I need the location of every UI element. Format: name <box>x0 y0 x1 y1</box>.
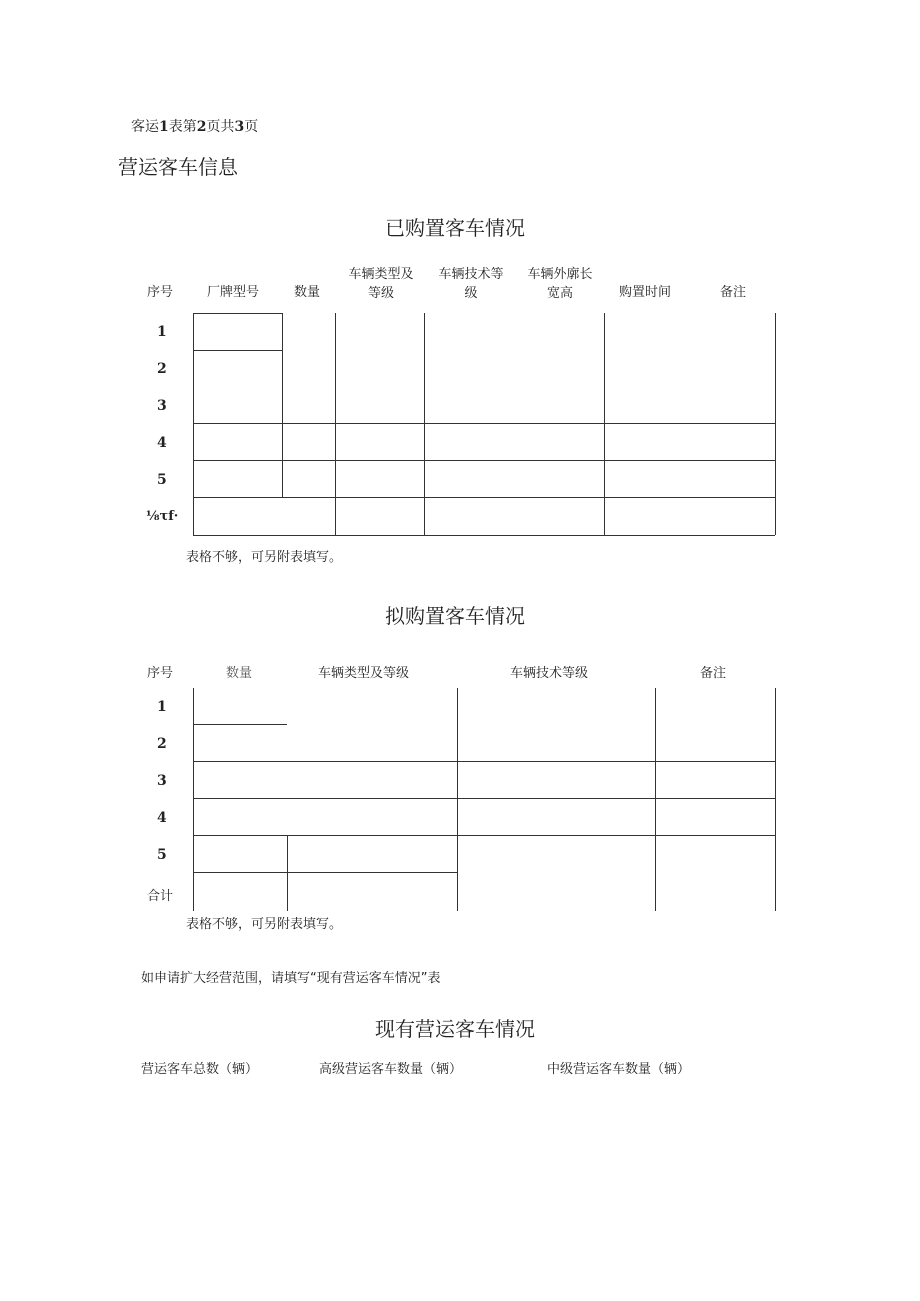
grid-line <box>193 423 775 424</box>
existing-mid-label: 中级营运客车数量（辆） <box>547 1062 691 1077</box>
existing-total-label: 营运客车总数（辆） <box>141 1062 259 1077</box>
header-tech-grade-line1: 车辆技术等 <box>438 267 504 282</box>
grid-line <box>193 688 194 911</box>
header-purchase-time: 购置时间 <box>619 285 672 300</box>
header-type-grade-line2: 等级 <box>367 286 394 301</box>
grid-line <box>193 313 282 314</box>
row-label: 2 <box>157 736 167 752</box>
header-tech-grade: 车辆技术等级 <box>510 666 589 681</box>
header-dims-line2: 宽高 <box>546 286 573 301</box>
grid-line <box>193 313 194 535</box>
header-seq: 序号 <box>147 666 174 681</box>
header-dims-line1: 车辆外廓长 <box>527 267 593 282</box>
grid-line <box>193 535 775 536</box>
grid-line <box>193 460 775 461</box>
row-label-total: ⅛τf· <box>146 509 179 524</box>
grid-line <box>424 313 425 535</box>
header-tech-grade-line2: 级 <box>464 286 478 301</box>
row-label: 4 <box>157 435 167 451</box>
existing-title: 现有营运客车情况 <box>375 1017 535 1041</box>
row-label: 3 <box>157 773 167 789</box>
grid-line <box>775 688 776 911</box>
purchased-note: 表格不够，可另附表填写。 <box>186 550 343 565</box>
grid-line <box>193 835 775 836</box>
row-label: 3 <box>157 398 167 414</box>
page-label: 客运1表第2页共3页 <box>131 119 259 135</box>
header-remarks: 备注 <box>720 285 747 300</box>
grid-line <box>457 688 458 911</box>
header-type-grade-line1: 车辆类型及 <box>348 267 414 282</box>
row-label-total: 合计 <box>147 889 174 904</box>
grid-line <box>193 761 775 762</box>
header-type-grade: 车辆类型及等级 <box>318 666 410 681</box>
header-seq: 序号 <box>147 285 174 300</box>
grid-line <box>655 688 656 911</box>
grid-line <box>287 835 288 911</box>
row-label: 5 <box>157 472 167 488</box>
grid-line <box>193 497 775 498</box>
section-title: 营运客车信息 <box>118 155 238 179</box>
grid-line <box>193 872 457 873</box>
row-label: 2 <box>157 361 167 377</box>
header-quantity: 数量 <box>226 666 253 681</box>
planned-note: 表格不够，可另附表填写。 <box>186 917 343 932</box>
header-quantity: 数量 <box>294 285 321 300</box>
row-label: 1 <box>157 699 167 715</box>
expand-note: 如申请扩大经营范围，请填写“现有营运客车情况”表 <box>141 971 441 986</box>
grid-line <box>775 313 776 535</box>
grid-line <box>193 798 775 799</box>
grid-line <box>193 724 287 725</box>
existing-high-label: 高级营运客车数量（辆） <box>319 1062 463 1077</box>
planned-title: 拟购置客车情况 <box>385 604 525 628</box>
row-label: 5 <box>157 847 167 863</box>
row-label: 4 <box>157 810 167 826</box>
grid-line <box>193 350 282 351</box>
grid-line <box>282 313 283 497</box>
purchased-title: 已购置客车情况 <box>385 216 525 240</box>
header-remarks: 备注 <box>700 666 727 681</box>
row-label: 1 <box>157 324 167 340</box>
header-brand-model: 厂牌型号 <box>207 285 260 300</box>
grid-line <box>604 313 605 535</box>
grid-line <box>335 313 336 535</box>
